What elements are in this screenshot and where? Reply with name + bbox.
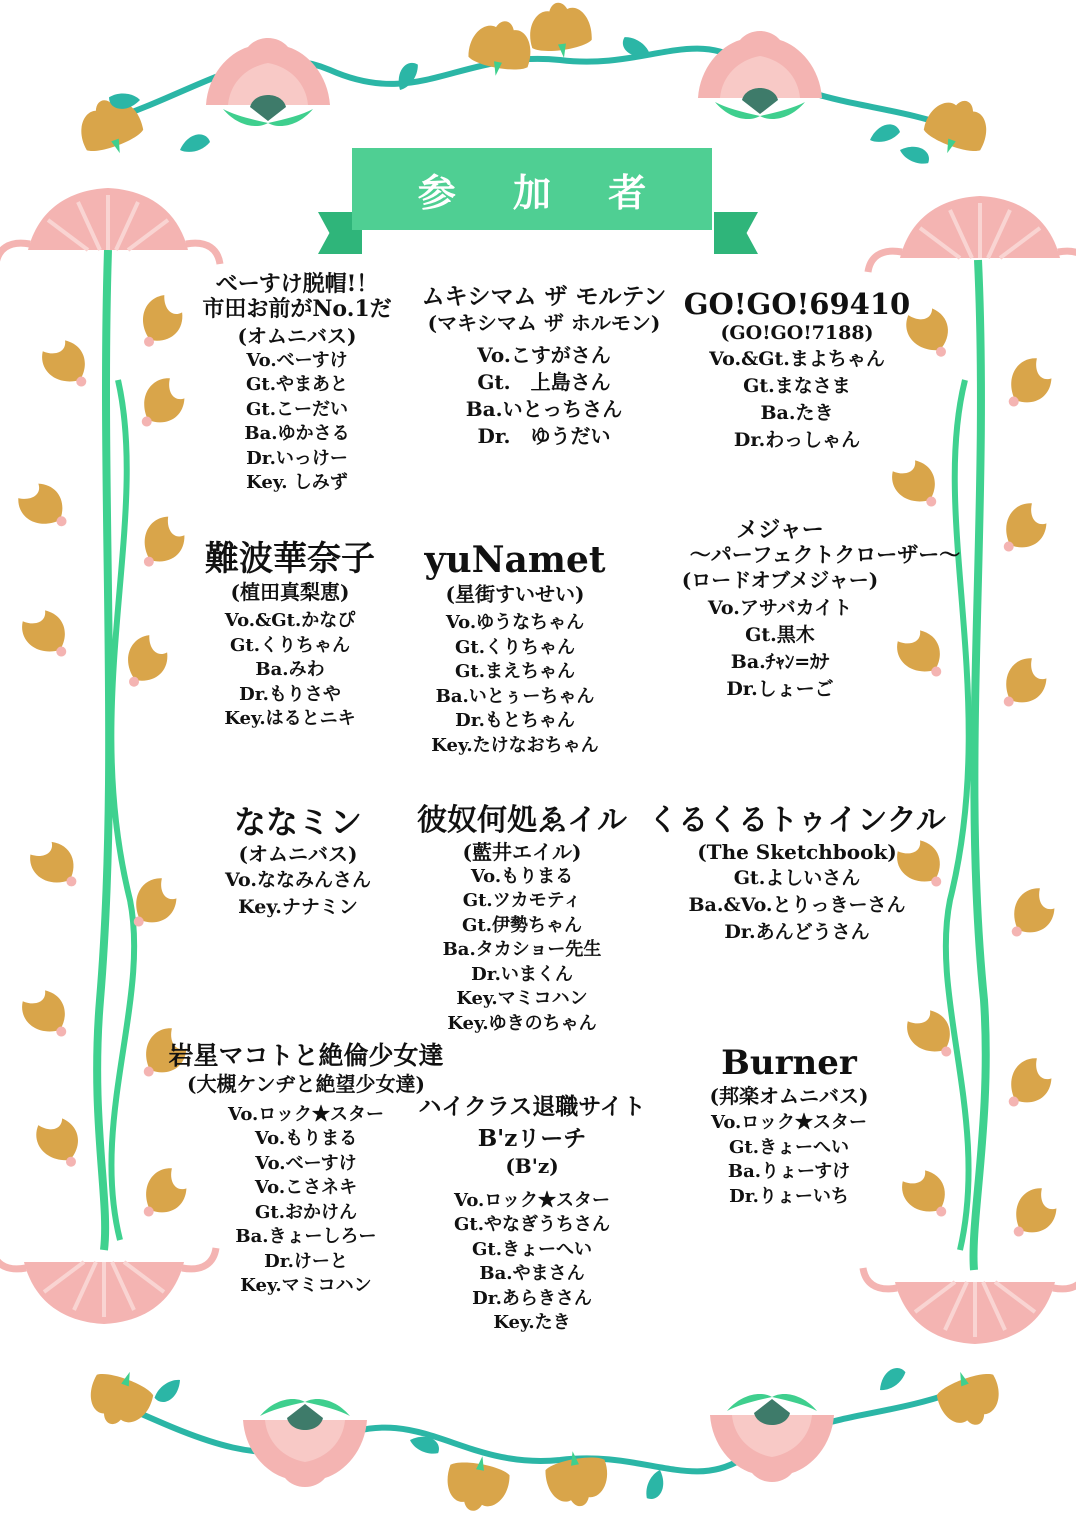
band-name: Burner <box>721 1043 857 1083</box>
member: Vo.もりまる <box>254 1128 358 1150</box>
member: Gt.きょーへい <box>472 1238 592 1260</box>
member: Gt.こーだい <box>246 398 348 420</box>
member: Gt. 上島さん <box>477 370 611 395</box>
member: Ba.いとっちさん <box>465 397 623 422</box>
member: Ba.みわ <box>255 659 325 681</box>
band-origin: (邦楽オムニバス) <box>709 1084 869 1109</box>
member: Ba.ゆかさる <box>244 423 350 445</box>
band-name: 岩星マコトと絶倫少女達 <box>168 1041 444 1070</box>
member: Dr.あんどうさん <box>724 920 870 943</box>
band-card <box>422 284 667 450</box>
band-name: ハイクラス退職サイト <box>418 1093 646 1120</box>
band-origin: (植田真梨恵) <box>230 580 350 605</box>
member: Key. しみず <box>246 472 348 494</box>
member: Ba.やまさん <box>479 1263 585 1285</box>
member: Ba.きょーしろー <box>235 1226 377 1248</box>
band-origin: (オムニバス) <box>238 841 358 866</box>
member: Key.マミコハン <box>240 1275 372 1297</box>
member: Vo.こさネキ <box>254 1177 358 1199</box>
band-name: yuNamet <box>424 539 606 581</box>
band-origin: (大槻ケンヂと絶望少女達) <box>187 1071 425 1096</box>
member: Key.はるとニキ <box>224 708 356 730</box>
band-origin: (B'z) <box>505 1153 559 1178</box>
page-title: 参 加 者 <box>417 169 669 215</box>
member: Vo.ロック★スター <box>711 1112 867 1134</box>
band-card <box>600 518 960 703</box>
member: Dr.もりさや <box>239 683 341 705</box>
band-card <box>168 1042 443 1299</box>
band-name: ～パーフェクトクローザー～ <box>689 542 961 568</box>
member: Ba.たき <box>760 402 834 425</box>
member: Dr.けーと <box>264 1250 348 1272</box>
band-card <box>205 540 375 732</box>
member: Vo.こすがさん <box>477 343 611 368</box>
member: Vo.&Gt.かなぴ <box>224 610 356 632</box>
band-card <box>710 1044 869 1209</box>
member: Vo.べーすけ <box>255 1152 357 1174</box>
member: Dr.いまくん <box>471 963 573 985</box>
member: Gt.やなぎうちさん <box>454 1214 610 1236</box>
member: Ba.&Vo.とりっきーさん <box>688 893 906 916</box>
member: Gt.きょーへい <box>729 1136 849 1158</box>
member: Gt.くりちゃん <box>455 636 575 658</box>
band-origin: (オムニバス) <box>237 323 357 348</box>
member: Key.マミコハン <box>456 988 588 1009</box>
band-card <box>648 804 946 946</box>
member: Gt.おかけん <box>255 1201 357 1223</box>
member: Key.たき <box>493 1312 571 1334</box>
band-origin: (星街すいせい) <box>445 582 585 607</box>
member: Gt.やまあと <box>246 374 348 396</box>
band-name: GO!GO!69410 <box>683 287 911 321</box>
member: Dr.しょーご <box>726 678 834 701</box>
member: Vo.&Gt.まよちゃん <box>709 348 885 371</box>
member: Gt.よしいさん <box>733 866 861 889</box>
band-card <box>684 288 910 454</box>
member: Vo.ななみんさん <box>225 868 371 891</box>
band-name: メジャー <box>736 517 824 543</box>
member: Dr. ゆうだい <box>477 424 611 449</box>
member: Dr.いっけー <box>246 447 348 469</box>
member: Gt.くりちゃん <box>230 634 350 656</box>
member: Vo.べーすけ <box>246 349 348 371</box>
band-name: 市田お前がNo.1だ <box>202 296 392 323</box>
member: Dr.あらきさん <box>472 1287 592 1309</box>
band-card <box>418 1094 645 1336</box>
member: Gt.ツカモティ <box>462 890 582 911</box>
member: Key.ナナミン <box>238 895 358 918</box>
member: Ba.ﾁｬﾝ=ｶﾅ <box>730 651 830 674</box>
band-card <box>425 540 606 758</box>
member: Dr.もとちゃん <box>455 710 575 732</box>
member: Key.たけなおちゃん <box>431 734 599 756</box>
member: Ba.りょーすけ <box>727 1161 851 1183</box>
member: Gt.まなさま <box>743 375 851 398</box>
member: Dr.わっしゃん <box>733 429 861 452</box>
band-card <box>417 804 627 1036</box>
member: Vo.ゆうなちゃん <box>445 612 585 634</box>
member: Dr.りょーいち <box>729 1185 849 1207</box>
band-name: 彼奴何処ゑイル <box>417 803 627 838</box>
band-name: べーすけ脱帽!！ <box>215 271 379 297</box>
band-origin: (The Sketchbook) <box>697 839 897 864</box>
title-banner <box>352 148 712 230</box>
band-card <box>202 272 391 496</box>
member: Gt.黒木 <box>745 624 815 647</box>
member: Key.ゆきのちゃん <box>447 1012 597 1034</box>
member: Ba.いとぅーちゃん <box>435 685 595 707</box>
band-origin: (GO!GO!7188) <box>720 322 874 345</box>
member: Gt.伊勢ちゃん <box>462 914 582 936</box>
band-origin: (藍井エイル) <box>462 839 582 864</box>
band-origin: (マキシマム ザ ホルモン) <box>427 311 661 336</box>
band-origin: (ロードオブメジャー) <box>681 568 879 593</box>
band-name: 難波華奈子 <box>205 539 375 579</box>
member: Vo.ロック★スター <box>454 1189 610 1211</box>
member: Vo.ロック★スター <box>228 1103 384 1125</box>
member: Vo.もりまる <box>470 865 574 887</box>
member: Vo.アサバカイト <box>707 597 853 620</box>
band-card <box>225 804 371 921</box>
member: Gt.まえちゃん <box>455 661 575 683</box>
member: Ba.タカショー先生 <box>442 939 602 960</box>
band-name: ななミン <box>233 803 363 841</box>
band-name: B'zリーチ <box>477 1125 587 1153</box>
band-name: ムキシマム ザ モルテン <box>421 283 667 310</box>
band-name: くるくるトゥインクル <box>648 803 946 838</box>
